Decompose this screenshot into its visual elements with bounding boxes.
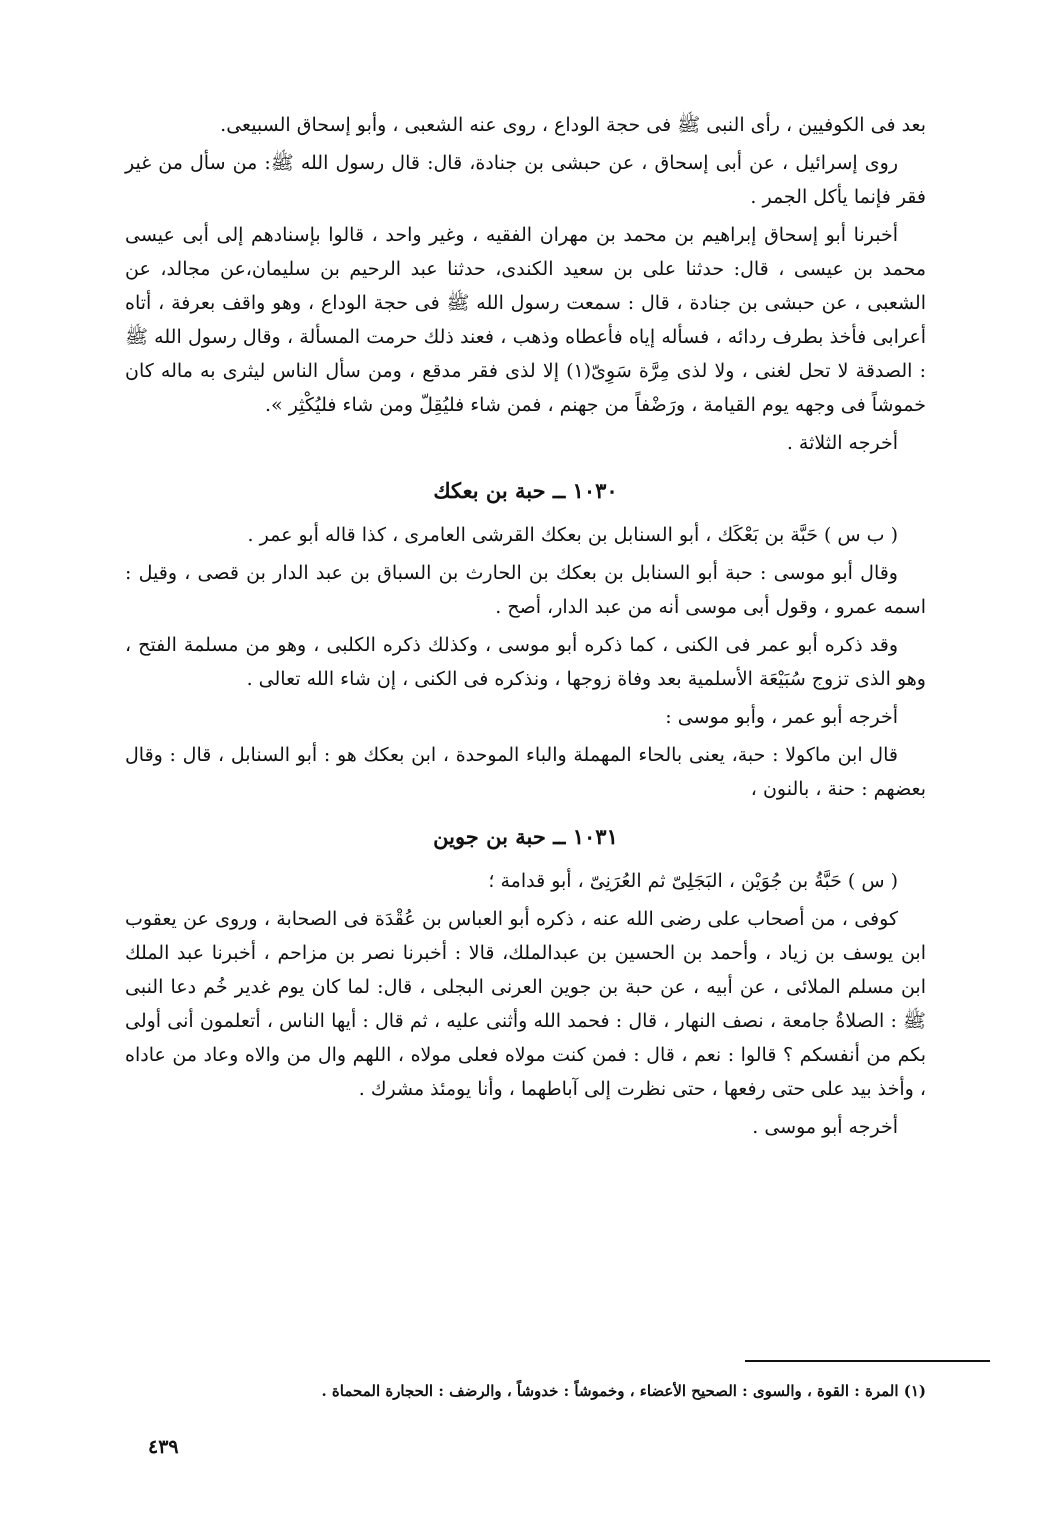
paragraph-1031-3: أخرجه أبو موسى . (752, 1116, 898, 1138)
footnote: (١) المرة : القوة ، والسوى : الصحيح الأعضاء ، وخموشاً : خدوشاً ، والرضف : الحجارة المحماة . (321, 1382, 926, 1400)
page-number: ٤٣٩ (148, 1436, 179, 1458)
paragraph-top-3: أخبرنا أبو إسحاق إبراهيم بن محمد بن مهران الفقيه ، وغير واحد ، قالوا بإسنادهم إلى أبى عيسى محمد بن عيسى ، قال: حدثنا على بن سعيد الكندى، حدثنا عبد الرحيم بن سليمان،عن مجالد، عن الشعبى ، عن حبشى بن جنادة ، قال : سمعت رسول الله ﷺ فى حجة الوداع ، وهو واقف بعرفة ، أتاه أعرابى فأخذ بطرف ردائه ، فسأله إياه فأعطاه وذهب ، فعند ذلك حرمت المسألة ، وقال رسول الله ﷺ : الصدقة لا تحل لغنى ، ولا لذى مِرَّة سَوِىّ(١) إلا لذى فقر مدقع ، ومن سأل الناس ليثرى به ماله كان خموشاً فى وجهه يوم القيامة ، ورَضْفاً من جهنم ، فمن شاء فليُقِلّ ومن شاء فليُكْثِر ». (125, 224, 926, 416)
paragraph-1030-5: قال ابن ماكولا : حبة، يعنى بالحاء المهملة والباء الموحدة ، ابن بعكك هو : أبو السنابل ، قال : وقال بعضهم : حنة ، بالنون ، (125, 744, 926, 800)
paragraph-1031-1: ( س ) حَبَّةُ بن جُوَيْن ، البَجَلِىّ ثم العُرَنِىّ ، أبو قدامة ؛ (488, 870, 898, 892)
main-text (125, 108, 926, 1144)
entry-heading-1031: ١٠٣١ ــ حبة بن جوين (433, 824, 618, 849)
paragraph-top-2: روى إسرائيل ، عن أبى إسحاق ، عن حبشى بن جنادة، قال: قال رسول الله ﷺ: من سأل من غير فقر فإنما يأكل الجمر . (125, 152, 926, 208)
entry-heading-1030: ١٠٣٠ ــ حبة بن بعكك (433, 478, 618, 503)
paragraph-top-1: بعد فى الكوفيين ، رأى النبى ﷺ فى حجة الوداع ، روى عنه الشعبى ، وأبو إسحاق السبيعى. (220, 114, 926, 136)
paragraph-1030-2: وقال أبو موسى : حبة أبو السنابل بن بعكك بن الحارث بن السباق بن عبد الدار بن قصى ، وقيل : اسمه عمرو ، وقول أبى موسى أنه من عبد الدار، أصح . (125, 562, 926, 618)
paragraph-1031-2: كوفى ، من أصحاب على رضى الله عنه ، ذكره أبو العباس بن عُقْدَة فى الصحابة ، وروى عن يعقوب ابن يوسف بن زياد ، وأحمد بن الحسين بن عبدالملك، قالا : أخبرنا نصر بن مزاحم ، أخبرنا عبد الملك ابن مسلم الملائى ، عن أبيه ، عن حبة بن جوين العرنى البجلى ، قال: لما كان يوم غدير خُم دعا النبى ﷺ : الصلاةُ جامعة ، نصف النهار ، قال : فحمد الله وأثنى عليه ، ثم قال : أيها الناس ، أتعلمون أنى أولى بكم من أنفسكم ؟ قالوا : نعم ، قال : فمن كنت مولاه فعلى مولاه ، اللهم وال من والاه وعاد من عاداه ، وأخذ بيد على حتى رفعها ، حتى نظرت إلى آباطهما ، وأنا يومئذ مشرك . (125, 908, 926, 1100)
footnote-divider (745, 1360, 990, 1362)
paragraph-1030-4: أخرجه أبو عمر ، وأبو موسى : (665, 706, 898, 728)
paragraph-1030-1: ( ب س ) حَبَّة بن بَعْكَك ، أبو السنابل بن بعكك القرشى العامرى ، كذا قاله أبو عمر . (247, 524, 898, 546)
paragraph-top-4: أخرجه الثلاثة . (786, 432, 898, 454)
paragraph-1030-3: وقد ذكره أبو عمر فى الكنى ، كما ذكره أبو موسى ، وكذلك ذكره الكلبى ، وهو من مسلمة الفتح ، وهو الذى تزوج سُبَيْعَة الأسلمية بعد وفاة زوجها ، ونذكره فى الكنى ، إن شاء الله تعالى . (125, 634, 926, 690)
